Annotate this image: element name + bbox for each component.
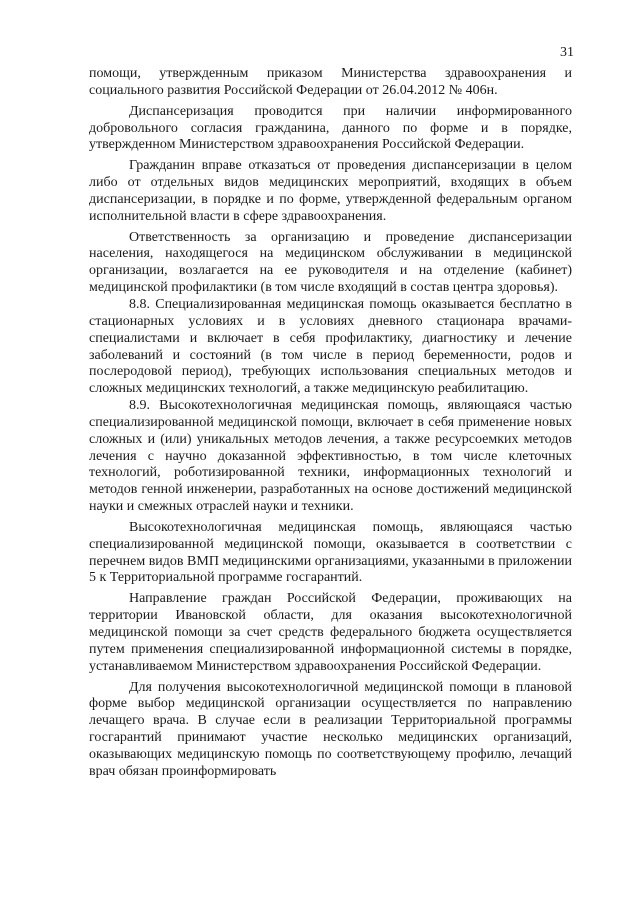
paragraph-continuation: помощи, утвержденным приказом Министерства здравоохранения и социального развития Российской Федерации от 26.04.2012 № 406н. xyxy=(89,66,572,98)
paragraph-section-8-9: 8.9. Высокотехнологичная медицинская помощь, являющаяся частью специализированной медицинской помощи, включает в себя применение новых сложных и (или) уникальных методов лечения, а также ресурсоемких методов лечения с научно доказанной эффективностью, в том числе клеточных технологий, роботизированной техники, информационных технологий и методов генной инженерии, разработанных на основе достижений медицинской науки и смежных отраслей науки и техники. xyxy=(89,398,572,515)
paragraph-planned-form: Для получения высокотехнологичной медицинской помощи в плановой форме выбор медицинской организации осуществляется по направлению лечащего врача. В случае если в реализации Территориальной программы госгарантий принимают участие несколько медицинских организаций, оказывающих медицинскую помощь по соответствующему профилю, лечащий врач обязан проинформировать xyxy=(89,679,572,779)
paragraph-refusal-right: Гражданин вправе отказаться от проведения диспансеризации в целом либо от отдельных видов медицинских мероприятий, входящих в объем диспансеризации, в порядке и по форме, утвержденной федеральным органом исполнительной власти в сфере здравоохранения. xyxy=(89,158,572,224)
paragraph-vmp-list: Высокотехнологичная медицинская помощь, являющаяся частью специализированной медицинской помощи, оказывается в соответствии с перечнем видов ВМП медицинскими организациями, указанными в приложении 5 к Территориальной программе госгарантий. xyxy=(89,519,572,586)
paragraph-section-8-8: 8.8. Специализированная медицинская помощь оказывается бесплатно в стационарных условиях и в условиях дневного стационара врачами-специалистами и включает в себя профилактику, диагностику и лечение заболеваний и состояний (в том числе в период беременности, родов и послеродовой период), требующих использования специальных методов и сложных медицинских технологий, а также медицинскую реабилитацию. xyxy=(89,296,572,397)
document-body xyxy=(89,66,572,781)
page-number: 31 xyxy=(560,45,574,60)
paragraph-responsibility: Ответственность за организацию и проведение диспансеризации населения, находящегося на медицинском обслуживании в медицинской организации, возлагается на ее руководителя и на отделение (кабинет) медицинской профилактики (в том числе входящий в состав центра здоровья). xyxy=(89,229,572,296)
paragraph-dispensary-consent: Диспансеризация проводится при наличии информированного добровольного согласия гражданина, данного по форме и в порядке, утвержденном Министерством здравоохранения Российской Федерации. xyxy=(89,103,572,153)
paragraph-referral: Направление граждан Российской Федерации, проживающих на территории Ивановской области, для оказания высокотехнологичной медицинской помощи за счет средств федерального бюджета осуществляется путем применения специализированной информационной системы в порядке, устанавливаемом Министерством здравоохранения Российской Федерации. xyxy=(89,591,572,674)
